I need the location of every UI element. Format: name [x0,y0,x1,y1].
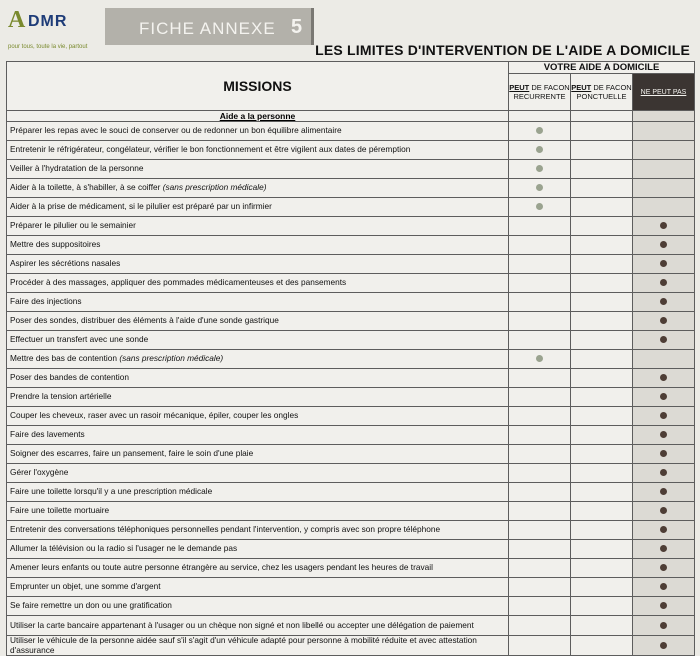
ne-peut-pas-dot [660,526,667,533]
cell-ponctuelle [571,217,633,236]
cell-ponctuelle [571,369,633,388]
cell-nepeut [633,540,695,559]
cell-ponctuelle [571,293,633,312]
ne-peut-pas-dot [660,583,667,590]
mission-text [7,464,509,483]
cell-nepeut [633,636,695,656]
mission-label: Poser des bandes de contention [10,372,130,383]
cell-ponctuelle [571,597,633,616]
cell-ponctuelle [571,198,633,217]
mission-text [7,445,509,464]
mission-text [7,426,509,445]
cell-nepeut [633,141,695,160]
mission-text [7,236,509,255]
ne-peut-pas-dot [660,279,667,286]
ne-peut-pas-dot [660,642,667,649]
mission-label: Se faire remettre un don ou une gratification [10,600,172,611]
ne-peut-pas-dot [660,602,667,609]
cell-nepeut [633,312,695,331]
table-row [7,141,695,160]
mission-text [7,559,509,578]
table-row [7,426,695,445]
peut-dot [536,165,543,172]
cell-ponctuelle [571,502,633,521]
table-row [7,636,695,656]
cell-recurrente [509,274,571,293]
cell-recurrente [509,388,571,407]
cell-nepeut [633,559,695,578]
cell-recurrente [509,502,571,521]
ne-peut-pas-dot [660,564,667,571]
mission-label: Utiliser la carte bancaire appartenant à l'usager ou un chèque non signé et non libellé ou accepter une délégation de paiement [10,619,474,630]
cell-recurrente [509,312,571,331]
cell-recurrente [509,369,571,388]
table-row [7,312,695,331]
fiche-number: 5 [291,16,303,38]
col-nepeut-header [633,74,695,111]
cell-nepeut [633,578,695,597]
cell-recurrente [509,331,571,350]
cell-recurrente [509,445,571,464]
cell-recurrente [509,160,571,179]
cell-recurrente [509,426,571,445]
cell-recurrente [509,122,571,141]
cell-recurrente [509,559,571,578]
section-title [7,111,509,122]
cell-recurrente [509,521,571,540]
table-row [7,483,695,502]
cell-nepeut [633,521,695,540]
table-row [7,122,695,141]
mission-label: Amener leurs enfants ou toute autre personne étrangère au service, chez les usagers pendant les heures de travail [10,562,433,573]
ne-peut-pas-dot [660,336,667,343]
mission-note: (sans prescription médicale) [119,353,224,364]
cell-nepeut [633,616,695,636]
fiche-annexe-banner [105,8,314,45]
missions-header: MISSIONS [7,62,509,111]
mission-label: Entretenir des conversations téléphoniques personnelles pendant l'intervention, y compris avec son propre téléphone [10,524,441,535]
cell-ponctuelle [571,179,633,198]
cell-nepeut [633,388,695,407]
cell-ponctuelle [571,274,633,293]
mission-text [7,312,509,331]
mission-label: Allumer la télévision ou la radio si l'usager ne le demande pas [10,543,238,554]
ne-peut-pas-dot [660,488,667,495]
cell-ponctuelle [571,483,633,502]
logo-text: DMR [28,13,68,30]
ne-peut-pas-dot [660,241,667,248]
mission-text [7,122,509,141]
cell-ponctuelle [571,559,633,578]
cell-recurrente [509,578,571,597]
table-row [7,369,695,388]
mission-text [7,293,509,312]
cell-nepeut [633,407,695,426]
table-row [7,350,695,369]
peut-dot [536,146,543,153]
cell-ponctuelle [571,636,633,656]
section-row [7,111,695,122]
mission-note: (sans prescription médicale) [162,182,267,193]
peut-dot [536,184,543,191]
cell-recurrente [509,350,571,369]
cell-ponctuelle [571,350,633,369]
ne-peut-pas-dot [660,298,667,305]
mission-label: Préparer les repas avec le souci de conserver ou de redonner un bon équilibre alimentaire [10,125,342,136]
table-row [7,616,695,636]
mission-text [7,274,509,293]
cell-recurrente [509,464,571,483]
table-row [7,217,695,236]
col-ponctuelle-peut: PEUT [571,83,592,92]
ne-peut-pas-dot [660,431,667,438]
table-row [7,388,695,407]
ne-peut-pas-dot [660,450,667,457]
table-row [7,255,695,274]
votre-aide-header: VOTRE AIDE A DOMICILE [509,62,695,74]
mission-label: Soigner des escarres, faire un pansement, faire le soin d'une plaie [10,448,254,459]
cell-recurrente [509,597,571,616]
cell-ponctuelle [571,445,633,464]
table-row [7,540,695,559]
cell-nepeut [633,464,695,483]
mission-text [7,483,509,502]
mission-text [7,616,509,636]
limits-table [6,61,695,656]
peut-dot [536,127,543,134]
cell-nepeut [633,179,695,198]
cell-recurrente [509,540,571,559]
mission-label: Faire des lavements [10,429,85,440]
table-row [7,198,695,217]
cell-nepeut [633,255,695,274]
ne-peut-pas-dot [660,317,667,324]
cell-nepeut [633,331,695,350]
mission-text [7,540,509,559]
mission-label: Préparer le pilulier ou le semainier [10,220,136,231]
cell-ponctuelle [571,312,633,331]
col-recurrente-label: DE FACON RECURRENTE [513,83,570,101]
table-row [7,274,695,293]
mission-text [7,369,509,388]
cell-ponctuelle [571,521,633,540]
peut-dot [536,203,543,210]
col-ponctuelle-label: DE FACON PONCTUELLE [576,83,632,101]
cell-nepeut [633,369,695,388]
cell-ponctuelle [571,388,633,407]
mission-label: Veiller à l'hydratation de la personne [10,163,144,174]
cell-recurrente [509,636,571,656]
mission-text [7,179,509,198]
ne-peut-pas-dot [660,545,667,552]
mission-label: Gérer l'oxygène [10,467,69,478]
mission-label: Faire une toilette mortuaire [10,505,110,516]
mission-label: Prendre la tension artérielle [10,391,112,402]
ne-peut-pas-dot [660,222,667,229]
ne-peut-pas-dot [660,622,667,629]
ne-peut-pas-dot [660,469,667,476]
mission-label: Effectuer un transfert avec une sonde [10,334,149,345]
cell-ponctuelle [571,236,633,255]
cell-recurrente [509,236,571,255]
mission-label: Emprunter un objet, une somme d'argent [10,581,161,592]
mission-label: Couper les cheveux, raser avec un rasoir mécanique, épiler, couper les ongles [10,410,299,421]
cell-ponctuelle [571,616,633,636]
mission-label: Aider à la toilette, à s'habiller, à se coiffer [10,182,161,193]
table-row [7,331,695,350]
table-row [7,502,695,521]
col-recurrente-peut: PEUT [509,83,530,92]
mission-label: Faire des injections [10,296,82,307]
cell-ponctuelle [571,540,633,559]
cell-ponctuelle [571,464,633,483]
mission-label: Utiliser le véhicule de la personne aidée sauf s'il s'agit d'un véhicule adapté pour personne à mobilité réduite et avec attestation d'assurance [10,635,477,655]
cell-nepeut [633,445,695,464]
ne-peut-pas-dot [660,393,667,400]
mission-label: Aspirer les sécrétions nasales [10,258,121,269]
ne-peut-pas-dot [660,374,667,381]
cell-recurrente [509,407,571,426]
mission-text [7,331,509,350]
page-header [0,0,700,58]
cell-nepeut [633,198,695,217]
fiche-label: FICHE ANNEXE [139,19,276,38]
mission-label: Mettre des bas de contention [10,353,118,364]
cell-ponctuelle [571,578,633,597]
ne-peut-pas-dot [660,507,667,514]
peut-dot [536,355,543,362]
mission-text [7,502,509,521]
cell-recurrente [509,255,571,274]
mission-text [7,578,509,597]
mission-label: Mettre des suppositoires [10,239,101,250]
table-row [7,464,695,483]
cell-nepeut [633,293,695,312]
mission-text [7,521,509,540]
table-row [7,293,695,312]
mission-label: Poser des sondes, distribuer des éléments à l'aide d'une sonde gastrique [10,315,279,326]
cell-ponctuelle [571,122,633,141]
cell-nepeut [633,160,695,179]
cell-ponctuelle [571,160,633,179]
cell-nepeut [633,483,695,502]
mission-text [7,141,509,160]
table-row [7,578,695,597]
mission-text [7,597,509,616]
mission-label: Procéder à des massages, appliquer des pommades médicamenteuses et des pansements [10,277,347,288]
cell-nepeut [633,274,695,293]
cell-recurrente [509,483,571,502]
table-row [7,236,695,255]
cell-ponctuelle [571,426,633,445]
table-row [7,160,695,179]
cell-nepeut [633,122,695,141]
mission-text [7,198,509,217]
col-nepeut-label: NE PEUT PAS [640,89,687,96]
page-title: LES LIMITES D'INTERVENTION DE L'AIDE A DOMICILE [315,42,690,58]
cell-ponctuelle [571,141,633,160]
logo-mark: A [8,7,26,33]
col-ponctuelle-header [571,74,633,111]
col-recurrente-header [509,74,571,111]
cell-nepeut [633,426,695,445]
mission-label: Entretenir le réfrigérateur, congélateur, vérifier le bon fonctionnement et être vigilent aux dates de péremption [10,144,411,155]
cell-ponctuelle [571,255,633,274]
mission-text [7,350,509,369]
table-row [7,521,695,540]
cell-nepeut [633,236,695,255]
logo-tagline: pour tous, toute la vie, partout [8,44,88,50]
mission-text [7,217,509,236]
table-row [7,179,695,198]
cell-recurrente [509,217,571,236]
mission-label: Aider à la prise de médicament, si le pilulier est préparé par un infirmier [10,201,272,212]
table-row [7,597,695,616]
ne-peut-pas-dot [660,412,667,419]
cell-nepeut [633,597,695,616]
cell-ponctuelle [571,407,633,426]
cell-nepeut [633,502,695,521]
table-row [7,559,695,578]
cell-recurrente [509,141,571,160]
cell-recurrente [509,198,571,217]
mission-text [7,160,509,179]
table-row [7,445,695,464]
mission-text [7,636,509,656]
cell-recurrente [509,616,571,636]
admr-logo [6,7,106,55]
mission-text [7,388,509,407]
cell-nepeut [633,350,695,369]
mission-text [7,255,509,274]
cell-recurrente [509,293,571,312]
cell-recurrente [509,179,571,198]
section-title-text: Aide a la personne [219,111,296,121]
table-row [7,407,695,426]
cell-ponctuelle [571,331,633,350]
ne-peut-pas-dot [660,260,667,267]
mission-text [7,407,509,426]
cell-nepeut [633,217,695,236]
mission-label: Faire une toilette lorsqu'il y a une prescription médicale [10,486,213,497]
